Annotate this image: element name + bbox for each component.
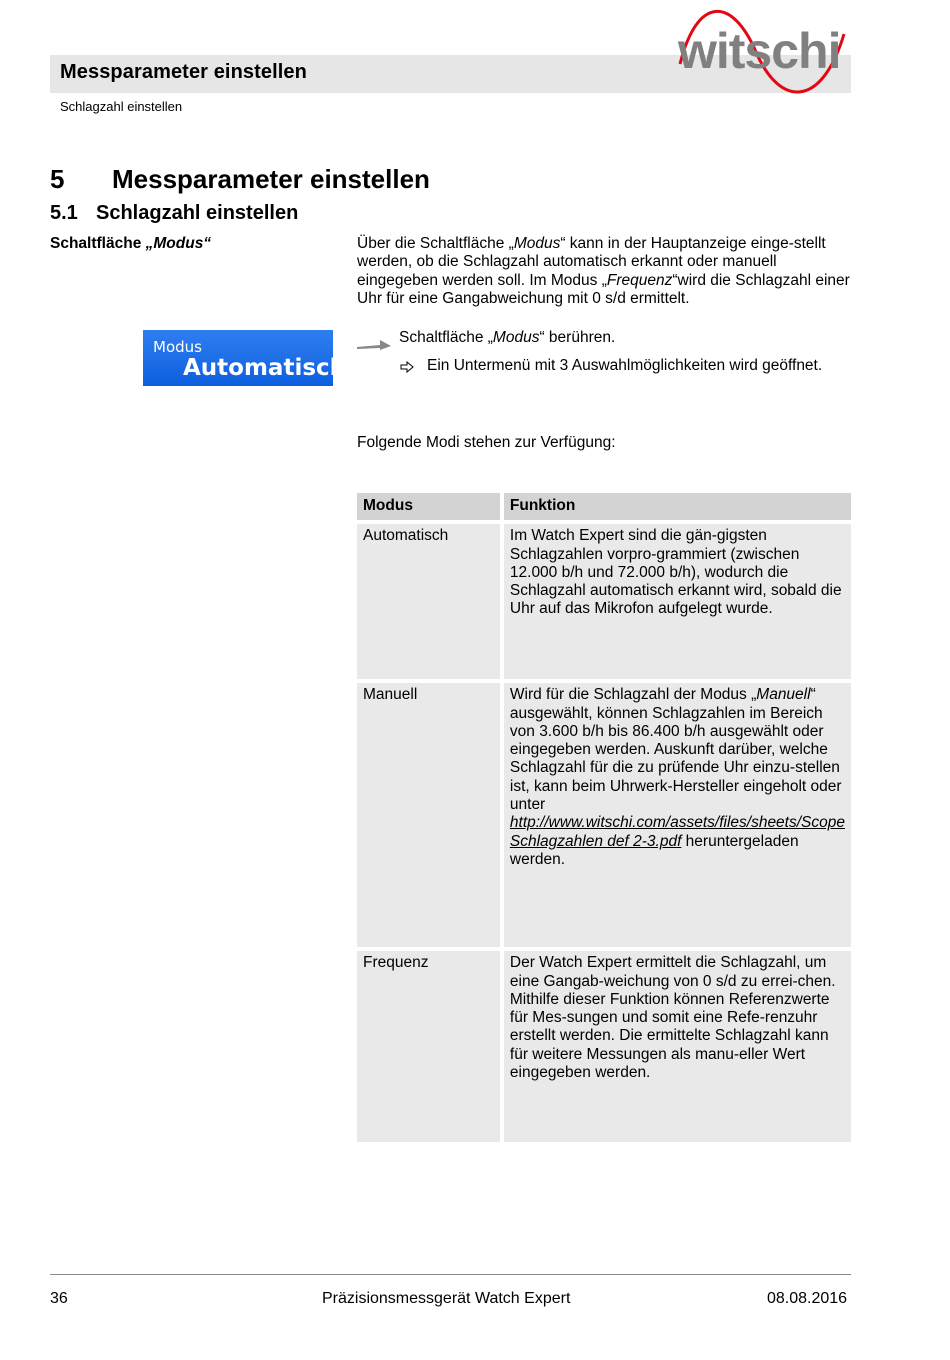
header-funktion: Funktion	[504, 493, 851, 520]
cell-function: Im Watch Expert sind die gän-gigsten Schlagzahlen vorpro-grammiert (zwischen 12.000 b/h und 72.000 b/h), wodurch die Schlagzahl automatisch erkannt wird, sobald die Uhr auf das Mikrofon aufgelegt wurde.	[504, 520, 851, 679]
intro-text-1: Über die Schaltfläche „	[357, 235, 514, 252]
instruction-term: Modus	[492, 329, 540, 346]
action-arrow-icon	[356, 334, 392, 350]
modus-button-label: Modus	[153, 338, 202, 356]
instruction-text-b: “ berühren.	[539, 329, 616, 346]
modes-table	[357, 493, 851, 1142]
cell-function: Der Watch Expert ermittelt die Schlagzahl, um eine Gangab-weichung von 0 s/d zu errei-chen. Mithilfe dieser Funktion können Referenzwerte für Mes-sungen und somit eine Refe-renzuhr erstellt werden. Die ermittelte Schlagzahl kann für weitere Messungen als manu-eller Wert eingegeben werden.	[504, 947, 851, 1142]
section-title: Schlagzahl einstellen	[96, 202, 299, 224]
intro-text-3: “wird die Schlagzahl einer Uhr für eine Gangabweichung mit 0 s/d ermittelt.	[357, 271, 850, 307]
instruction-step	[399, 329, 615, 347]
instruction-result: Ein Untermenü mit 3 Auswahlmöglichkeiten wird geöffnet.	[427, 357, 823, 374]
footer-product: Präzisionsmessgerät Watch Expert	[322, 1290, 571, 1307]
result-arrow-icon	[400, 361, 414, 373]
cell-text-c: heruntergeladen werden.	[509, 832, 799, 868]
section-number: 5.1	[50, 202, 78, 224]
footer-divider	[50, 1274, 851, 1275]
footer-date: 08.08.2016	[767, 1290, 848, 1307]
cell-mode: Manuell	[357, 679, 504, 947]
table-header-row	[357, 493, 851, 520]
instruction-text-a: Schaltfläche „	[399, 329, 493, 346]
page-number: 36	[50, 1290, 68, 1307]
chapter-number: 5	[50, 164, 65, 194]
intro-frequenz-term: Frequenz	[606, 271, 673, 289]
side-label	[50, 235, 211, 253]
header-title: Messparameter einstellen	[60, 61, 307, 83]
side-label-name: „Modus“	[145, 235, 212, 252]
cell-text-a: Wird für die Schlagzahl der Modus „	[509, 686, 757, 704]
header-subtitle: Schlagzahl einstellen	[60, 99, 183, 114]
cell-text-b: “ ausgewählt, können Schlagzahlen im Bereich von 3.600 b/h bis 86.400 b/h ausgewählt oder eingegeben werden. Auskunft darüber, welche Schlagzahl für die zu prüfende Uhr einzu-stellen ist, kann beim Uhrwerk-Hersteller eingeholt oder unter	[509, 686, 842, 814]
intro-modus-term: Modus	[513, 235, 561, 252]
side-label-prefix: Schaltfläche	[50, 235, 146, 252]
cell-mode: Frequenz	[357, 947, 504, 1142]
intro-paragraph	[357, 235, 852, 308]
intro-text-2: “ kann in der Hauptanzeige einge-stellt werden, ob die Schlagzahl automatisch erkannt oder manuell eingegeben werden soll. Im Modus „	[357, 235, 826, 289]
table-row	[357, 520, 851, 679]
cell-term: Manuell	[756, 686, 811, 704]
cell-function	[504, 679, 851, 947]
section-heading	[50, 202, 298, 225]
cell-mode: Automatisch	[357, 520, 504, 679]
witschi-logo	[672, 4, 852, 100]
modus-button-image	[143, 330, 347, 386]
logo-text: witschi	[678, 23, 841, 79]
pdf-link[interactable]: http://www.witschi.com/assets/files/sheets/Scope Schlagzahlen def 2-3.pdf	[509, 814, 845, 850]
modus-button-value: Automatisch	[183, 355, 347, 381]
table-row	[357, 679, 851, 947]
chapter-title: Messparameter einstellen	[112, 164, 430, 194]
modes-intro: Folgende Modi stehen zur Verfügung:	[357, 434, 616, 451]
header-modus: Modus	[357, 493, 504, 520]
table-row	[357, 947, 851, 1142]
